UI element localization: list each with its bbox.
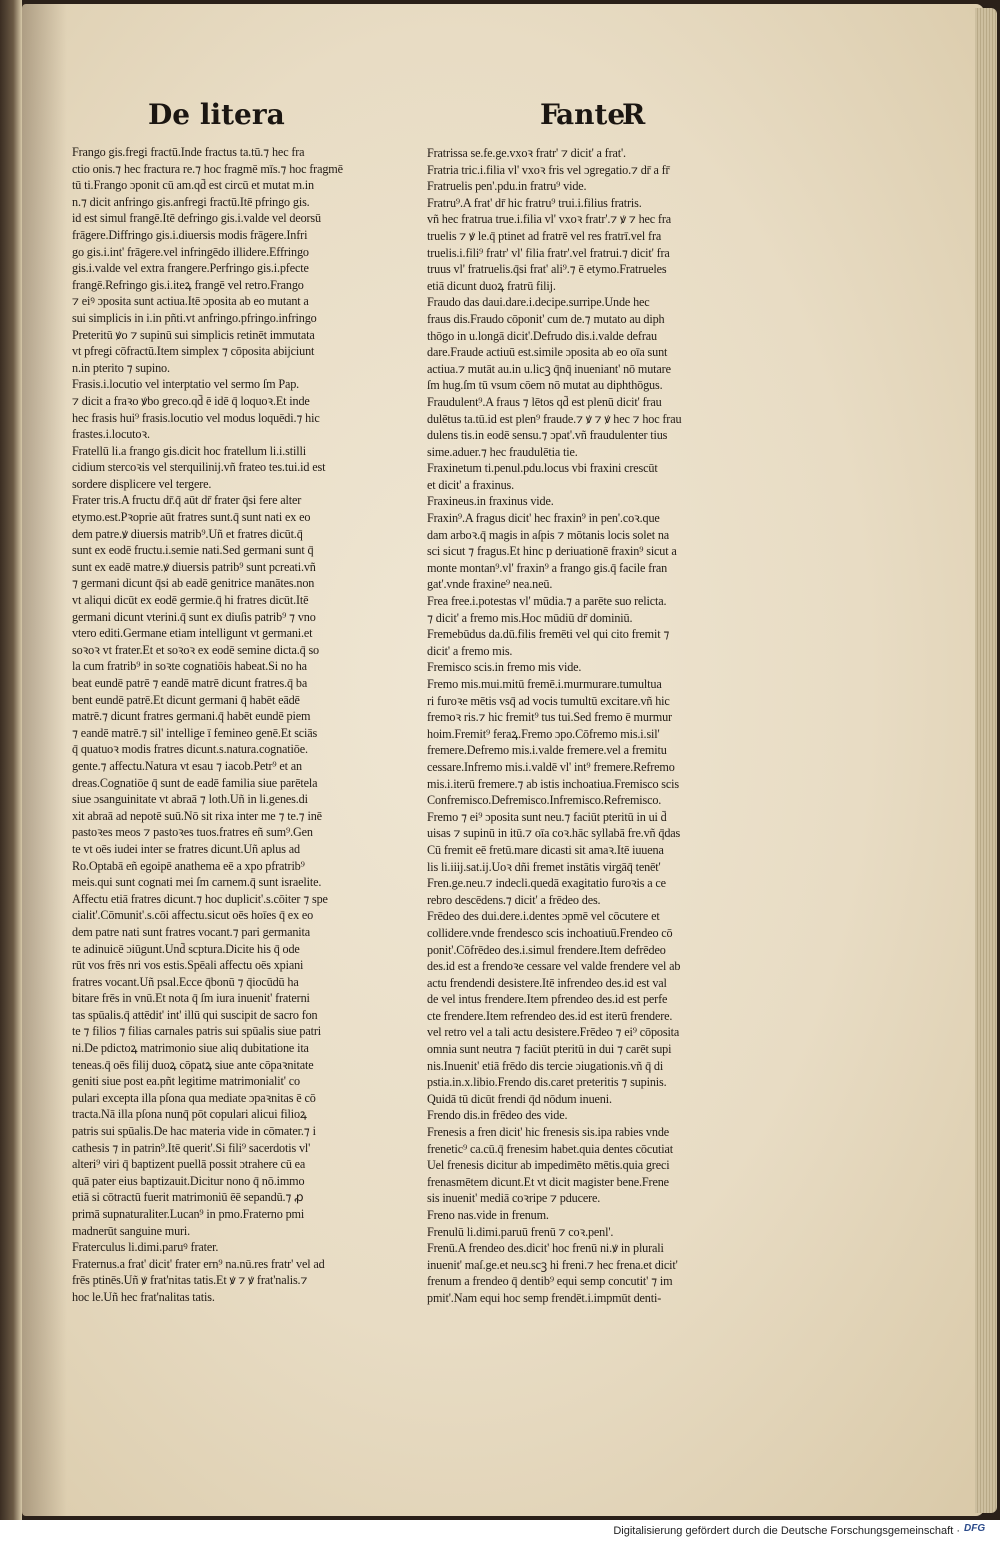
text-line: truelis ⁊ ꝟ le.q̄ ptinet ad fratrē vel res fratrī.vel fra [427, 228, 662, 243]
text-line: meis.qui sunt cognati mei ſm carnem.q̄ sunt israelite. [72, 875, 322, 890]
text-line: dam arboꝛ.q̄ magis in aſpis ⁊ mōtanis locis solet na [427, 527, 670, 542]
text-line: sci sicut ⁊ fragus.Et hinc p deriuationē fraxin⁹ sicut a [427, 544, 677, 559]
text-line: Fraudo das daui.dare.i.decipe.surripe.Unde hec [427, 295, 650, 310]
text-line: Fraxinetum ti.penul.pdu.locus vbi fraxini crescūt [427, 461, 658, 476]
text-line: Frendo dis.in frēdeo des vide. [427, 1108, 568, 1123]
text-line: dem patre.ꝟ diuersis matrib⁹.Uñ et fratres dicūt.q̄ [72, 526, 303, 541]
text-line: bitare frēs in vnū.Et nota q̄ ſm iura inuenit' fraterni [72, 991, 310, 1006]
text-line: dulētus ta.tū.id est plen⁹ fraude.⁊ ꝟ ⁊ ꝟ hec ⁊ hoc frau [427, 411, 682, 426]
text-line: truelis.i.fili⁹ fratr' vl' filia fratr'.vel fratrui.⁊ dicit' fra [427, 245, 670, 260]
text-line: la cum fratrib⁹ in soꝛte cognatiōis habeat.Si no ha [72, 659, 307, 674]
text-line: Fratruelis pen'.pdu.in fratru⁹ vide. [427, 179, 587, 194]
running-head-letter: F [540, 98, 560, 131]
text-line: Frēdeo des dui.dere.i.dentes ɔpmē vel cōcutere et [427, 909, 660, 924]
text-line: germani dicunt vterini.q̄ sunt ex diuſis patrib⁹ ⁊ vno [72, 609, 316, 624]
text-line: Fremebūdus da.dū.filis fremēti vel qui cito fremit ⁊ [427, 627, 670, 642]
facing-page-edge [0, 0, 22, 1520]
text-line: rebro descēdens.⁊ dicit' a frēdeo des. [427, 892, 601, 907]
text-line: fratres vocant.Uñ psal.Ecce q̄bonū ⁊ q̄iocūdū ha [72, 974, 299, 989]
text-line: vt aliqui dicūt ex eodē germie.q̄ hi fratres dicūt.Itē [72, 593, 309, 608]
text-line: alteri⁹ viri q̄ baptizent puellā possit ɔtrahere cū ea [72, 1157, 306, 1172]
text-line: monte montan⁹.vl' fraxin⁹ a frango gis.q̄ facile fran [427, 560, 668, 575]
text-line: quā pater eius baptizauit.Dicitur nono q̄ nō.immo [72, 1173, 305, 1188]
text-line: Fratellū li.a frango gis.dicit hoc fratellum li.i.stilli [72, 443, 306, 458]
text-line: Fratrissa se.fe.ge.vxoꝛ fratr' ⁊ dicit' a frat'. [427, 146, 626, 160]
text-line: et dicit' a fraxinus. [427, 477, 515, 492]
text-line: dare.Fraude actiuū est.simile ɔposita ab eo oīa sunt [427, 345, 668, 360]
text-line: ponit'.Cōfrēdeo des.i.simul frendere.Item defrēdeo [427, 942, 666, 957]
text-line: Uel frenesis dicitur ab impedimēto mētis.quia greci [427, 1158, 670, 1173]
text-line: n.⁊ dicit anfringo gis.anfregi fractū.Itē pfringo gis. [72, 194, 310, 209]
text-line: beat eundē patrē ⁊ eandē matrē dicunt fratres.q̄ ba [72, 676, 308, 690]
text-line: cidium stercoꝛis vel sterquilinij.vñ frateo tes.tui.id est [72, 460, 326, 475]
text-line: dreas.Cognatiōe q̄ sunt de eadē familia siue parētela [72, 775, 318, 790]
text-line: Freno nas.vide in frenum. [427, 1208, 549, 1222]
text-line: Frenesis a fren dicit' hic frenesis sis.ipa rabies vnde [427, 1125, 670, 1140]
dfg-logo: DFG [964, 1523, 986, 1534]
text-line: vt pfregi cōfractū.Item simplex ⁊ cōposita abijciunt [72, 344, 315, 359]
text-line: hoc le.Uñ hec frat'nalitas tatis. [72, 1289, 215, 1304]
text-line: vñ hec fratrua true.i.filia vl' vxoꝛ fratr'.⁊ ꝟ ⁊ hec fra [427, 212, 672, 227]
text-line: pastoꝛes meos ⁊ pastoꝛes tuos.fratres eñ sum⁹.Gen [72, 825, 313, 840]
text-line: frenasmētem dicunt.Et vt dicit magister bene.Frene [427, 1174, 669, 1189]
text-line: hoim.Fremit⁹ feraꝝ.Fremo ɔpo.Cōfremo mis.i.sil' [427, 726, 660, 741]
text-line: Fratru⁹.A frat' dr̄ hic fratru⁹ trui.i.filius fratris. [427, 195, 642, 210]
text-line: omnia sunt neutra ⁊ faciūt pteritū in dui ⁊ carēt supi [427, 1042, 672, 1057]
text-line: sunt ex eadē matre.ꝟ diuersis patrib⁹ sunt pcreati.vñ [72, 559, 316, 574]
text-line: id est simul frangē.Itē defringo gis.i.valde vel deorsū [72, 211, 321, 226]
text-line: tas spūalis.q̄ attēdit' int' illū qui suscipit de sacro fon [72, 1007, 318, 1022]
text-line: Fremisco scis.in fremo mis vide. [427, 660, 582, 675]
text-line: frāgere.Diffringo gis.i.diuersis modis frāgere.Infri [72, 227, 308, 242]
text-line: frēs ptinēs.Uñ ꝟ frat'nitas tatis.Et ꝟ ⁊ ꝟ frat'nalis.⁊ [72, 1273, 308, 1288]
text-line: Fraterculus li.dimi.paruꝰ frater. [72, 1240, 219, 1255]
text-line: fremere.Defremo mis.i.valde fremere.vel a fremitu [427, 743, 667, 758]
text-line: dem patre nati sunt fratres vocant.⁊ pari germanita [72, 924, 310, 939]
text-line: frenetic⁹ ca.cū.q̄ frenesim habet.quia dentes cōcutiat [427, 1141, 674, 1156]
text-line: teneas.q̄ oēs filij duoꝝ cōpatꝝ siue ante cōpaꝛnitate [72, 1057, 314, 1072]
text-line: cathesis ⁊ in patrin⁹.Itē querit'.Si fili⁹ sacerdotis vl' [72, 1140, 311, 1155]
text-line: pmit'.Nam equi hoc semp frendēt.i.impmūt denti- [427, 1290, 662, 1305]
text-line: te adinuicē ɔiūgunt.Und̄ scptura.Dicite his q̄ ode [72, 941, 300, 956]
text-line: ⁊ germani dicunt q̄si ab eadē genitrice manātes.non [72, 576, 315, 591]
text-line: bent eundē patrē.Et dicunt germani q̄ habēt eādē [72, 692, 300, 707]
text-line: xit abraā ad nepotē suū.Nō sit rixa inter me ⁊ te.⁊ inē [72, 808, 322, 823]
text-line: des.id est a frendoꝛe cessare vel valde frendere vel ab [427, 959, 681, 974]
text-line: frenum a frendeo q̄ dentib⁹ equi semp concutit' ⁊ im [427, 1274, 673, 1289]
text-line: ⁊ dicit a fraꝛo ꝟbo greco.qd̄ ē idē q̄ loquoꝛ.Et inde [72, 393, 310, 408]
text-line: etymo.est.Pꝛoprie aūt fratres sunt.q̄ sunt nati ex eo [72, 510, 311, 525]
text-line: n.in pterito ⁊ supino. [72, 360, 170, 375]
text-line: fremoꝛ ris.⁊ hic fremit⁹ tus tui.Sed fremo ē murmur [427, 710, 672, 725]
text-line: te vt oēs iudei inter se fratres dicunt.Uñ aplus ad [72, 841, 300, 856]
text-line: Frango gis.fregi fractū.Inde fractus ta.tū.⁊ hec fra [72, 145, 305, 159]
text-line: Quidā tū dicūt frendi q̄d nōdum inueni. [427, 1091, 612, 1106]
text-line: tū ti.Frango ɔponit cū am.qd̄ est circū et mutat m.in [72, 178, 314, 193]
text-line: dicit' a fremo mis. [427, 643, 513, 658]
text-line: Fraternus.a frat' dicit' frater ern⁹ na.nū.res fratr' vel ad [72, 1256, 325, 1271]
text-line: uisas ⁊ supinū in itū.⁊ oīa coꝛ.hāc syllabā fre.vñ q̄das [427, 826, 681, 841]
left-text-column [72, 144, 377, 1306]
text-line: mis.i.iterū fremere.⁊ ab istis inchoatiua.Fremisco scis [427, 776, 679, 791]
text-line: go gis.i.int' frāgere.vel infringēdo illidere.Effringo [72, 244, 309, 259]
text-line: Preteritū ꝟo ⁊ supinū sui simplicis retinēt immutata [72, 327, 315, 342]
funding-note: Digitalisierung gefördert durch die Deutsche Forschungsgemeinschaft · [613, 1525, 960, 1537]
running-head-right: R [622, 98, 646, 131]
text-line: pstia.in.x.libio.Frendo dis.caret preteritis ⁊ supinis. [427, 1075, 667, 1090]
text-line: sis inuenit' mediā coꝛripe ⁊ pducere. [427, 1191, 601, 1206]
text-line: actiua.⁊ mutāt au.in u.licꝫ q̄nq̄ inueniant' nō mutare [427, 361, 671, 376]
text-line: frastes.i.locutoꝛ. [72, 427, 150, 442]
text-line: madnerūt sanguine muri. [72, 1223, 191, 1238]
text-line: primā supnaturaliter.Lucan⁹ in pmo.Fraterno pmi [72, 1207, 305, 1221]
text-line: hec frasis hui⁹ frasis.locutio vel modus loquēdi.⁊ hic [72, 410, 320, 425]
text-line: collidere.vnde frendesco scis inchoatiuū.Frendeo cō [427, 925, 673, 940]
text-line: ſm hug.ſm tū vsum cōem nō mutat au diphthōgus. [427, 378, 663, 393]
text-line: cte frendere.Item refrendeo des.id est iterū frendere. [427, 1008, 673, 1023]
text-line: vel retro vel a tali actu desistere.Frēdeo ⁊ ei⁹ cōposita [427, 1025, 680, 1040]
text-line: Affectu etiā fratres dicunt.⁊ hoc duplicit'.s.cōiter ⁊ spe [72, 891, 328, 906]
text-line: gis.i.valde vel extra frangere.Perfringo gis.i.pfecte [72, 261, 309, 276]
text-line: ctio onis.⁊ hec fractura re.⁊ hoc fragmē mīs.⁊ hoc fragmē [72, 161, 343, 176]
running-head-center: ante [556, 98, 626, 131]
text-line: etiā dicunt duoꝝ fratrū filij. [427, 278, 556, 293]
text-line: soꝛoꝛ vt frater.Et et soꝛoꝛ ex eodē semine dicta.q̄ so [72, 642, 319, 657]
text-line: Frater tris.A fructu dr̄.q̄ aūt dr̄ frater q̄si fere alter [72, 493, 302, 508]
text-line: inuenit' maſ.ge.et neu.scꝫ hi freni.⁊ hec frena.et dicit' [427, 1257, 678, 1272]
text-line: Fraxineus.in fraxinus vide. [427, 494, 554, 509]
text-line: matrē.⁊ dicunt fratres germani.q̄ habēt eundē piem [72, 709, 311, 724]
text-line: Fraxin⁹.A fragus dicit' hec fraxin⁹ in pen'.coꝛ.que [427, 511, 660, 526]
text-line: Fren.ge.neu.⁊ indecli.quedā exagitatio furoꝛis a ce [427, 876, 666, 891]
text-line: ⁊ eiꝰ ɔposita sunt actiua.Itē ɔposita ab eo mutant a [72, 294, 309, 309]
text-line: thōgo in u.longā dicit'.Defrudo dis.i.valde defrau [427, 328, 657, 343]
text-line: nis.Inuenit' etiā frēdo dis tercie ɔiugationis.vñ q̄ di [427, 1058, 664, 1073]
text-line: te ⁊ filios ⁊ filias carnales patris sui spūalis siue patri [72, 1024, 321, 1039]
text-line: Confremisco.Defremisco.Infremisco.Refremisco. [427, 793, 662, 808]
text-line: patris sui spūalis.De hac materia vide in cōmater.⁊ i [72, 1124, 316, 1139]
text-line: sunt ex eodē fructu.i.semie nati.Sed germani sunt q̄ [72, 543, 314, 558]
text-line: sordere displicere vel tergere. [72, 476, 212, 491]
text-line: gente.⁊ affectu.Natura vt esau ⁊ iacob.Petr⁹ et an [72, 758, 302, 773]
text-line: rūt vos frēs nri vos estis.Spēali affectu oēs xpiani [72, 958, 304, 973]
text-line: ri furoꝛe mētis vsq̄ ad vocis tumultū excitare.vñ hic [427, 693, 670, 708]
text-line: ⁊ dicit' a fremo mis.Hoc mūdiū dr̄ dominiū. [427, 610, 633, 625]
text-line: fraus dis.Fraudo cōponit' cum de.⁊ mutato au diph [427, 311, 665, 326]
text-line: lis li.iiij.sat.ij.Uoꝛ dñi fremet instātis virgāq̄ tenēt' [427, 859, 661, 874]
text-line: Cū fremit eē fretū.mare dicasti sit amaꝛ.Itē iuuena [427, 842, 664, 857]
text-line: truus vl' fratruelis.q̄si frat' ali⁹.⁊ ē etymo.Fratrueles [427, 262, 667, 277]
text-line: Frenū.A frendeo des.dicit' hoc frenū ni.ꝟ in plurali [427, 1241, 664, 1256]
right-text-column [427, 145, 739, 1307]
text-line: Fremo ⁊ ei⁹ ɔposita sunt neu.⁊ faciūt pteritū in ui d̄ [427, 809, 667, 824]
text-line: etiā si cōtractū fuerit matrimoniū ēē sepandū.⁊ ꝓ [72, 1190, 304, 1205]
text-line: vtero editi.Germane etiam intelligunt vt germani.et [72, 626, 313, 641]
text-line: sime.aduer.⁊ hec fraudulētia tie. [427, 444, 578, 459]
text-line: actu frendendi desistere.Itē infrendeo des.id est val [427, 975, 667, 990]
gutter-shadow [22, 4, 67, 1516]
text-line: ni.De pdictoꝝ matrimonio siue aliq dubitatione ita [72, 1041, 309, 1056]
text-line: Frasis.i.locutio vel interptatio vel sermo ſm Pap. [72, 377, 300, 392]
running-head-left: De litera [148, 98, 285, 131]
text-line: Fremo mis.mui.mitū fremē.i.murmurare.tumultua [427, 677, 662, 691]
text-line: ⁊ eandē matrē.⁊ sil' intellige ī femineo genē.Et sciās [72, 725, 318, 740]
text-line: gat'.vnde fraxine⁹ nea.neū. [427, 577, 553, 592]
text-line: cialit'.Cōmunit'.s.cōi affectu.sicut oēs hoīes q̄ ex eo [72, 908, 314, 923]
text-line: dulens tis.in eodē sensu.⁊ ɔpat'.vñ fraudulenter tius [427, 428, 668, 443]
text-line: siue ɔsanguinitate vt abraā ⁊ loth.Uñ in li.genes.di [72, 792, 308, 807]
text-line: de vel intus frendere.Item pfrendeo des.id est perfe [427, 992, 668, 1007]
text-line: q̄ quatuoꝛ modis fratres dicunt.s.natura.cognatiōe. [72, 742, 308, 757]
text-line: Frea free.i.potestas vl' mūdia.⁊ a parēte suo relicta. [427, 594, 667, 609]
page-edges [975, 8, 997, 1513]
text-line: geniti siue post ea.pñt legitime matrimonialit' co [72, 1074, 300, 1089]
text-line: cessare.Infremo mis.i.valdē vl' int⁹ fremere.Refremo [427, 759, 675, 774]
text-line: Fratria tric.i.filia vl' vxoꝛ fris vel ɔgregatio.⁊ dr̄ a fr̄ [427, 162, 670, 177]
text-line: Fraudulent⁹.A fraus ⁊ lētos qd̄ est plenū dicit' frau [427, 394, 662, 409]
text-line: sui simplicis in i.in pñti.vt anfringo.pfringo.infringo [72, 310, 317, 325]
text-line: pulari excepta illa pſona qua mediate ɔpaꝛnitas ē cō [72, 1090, 316, 1105]
text-line: frangē.Refringo gis.i.iteꝝ frangē vel retro.Frango [72, 277, 304, 292]
text-line: Frenulū li.dimi.paruū frenū ⁊ coꝛ.penl'. [427, 1224, 614, 1239]
text-line: tracta.Nā illa pſona nunq̄ pōt copulari alicui filioꝝ [72, 1107, 307, 1122]
footer-bar [0, 1520, 1000, 1543]
text-line: Ro.Optabā eñ egoipē anathema eē a xpo pfratrib⁹ [72, 858, 305, 873]
